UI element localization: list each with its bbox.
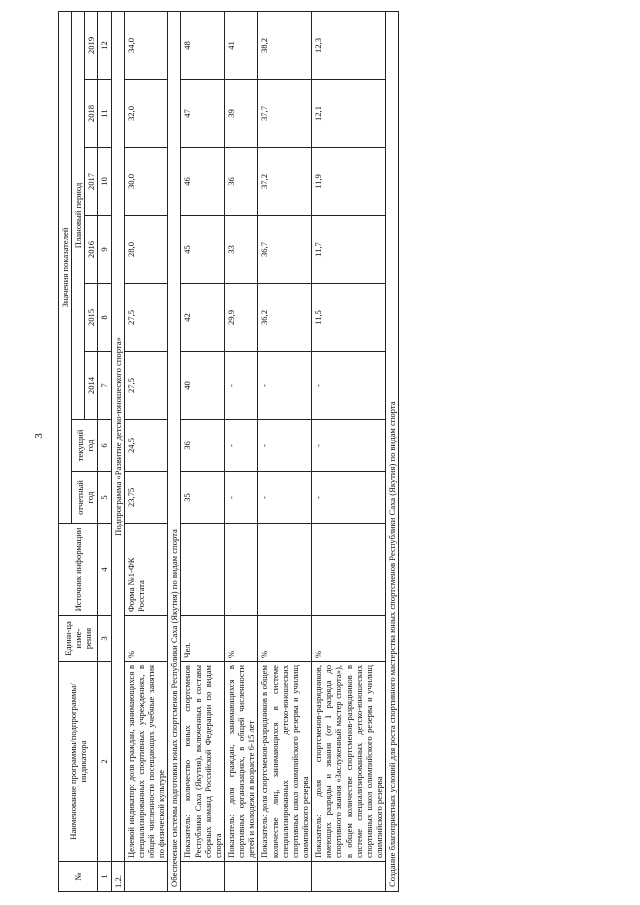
indicator-value: 39 xyxy=(224,80,257,148)
indicator-value: 35 xyxy=(181,472,225,524)
indicator-value: - xyxy=(312,472,386,524)
table-row xyxy=(258,11,312,891)
indicator-value: 38,2 xyxy=(258,11,312,79)
indicator-source xyxy=(312,524,386,616)
header-no: № xyxy=(59,862,98,892)
header-year: 2018 xyxy=(85,80,98,148)
indicator-value: 42 xyxy=(181,284,225,352)
indicator-source xyxy=(258,524,312,616)
indicator-name: Показатель: количество юных спортсменов Республики Саха (Якутия), включенных в составы сборных команд Российской Федерации по видам спорта xyxy=(181,662,225,862)
header-report-year: отчетный год xyxy=(72,472,98,524)
indicator-source: Форма №1-ФК Росстата xyxy=(124,524,168,616)
indicator-value: 29,9 xyxy=(224,284,257,352)
col-number: 1 xyxy=(98,862,111,892)
indicator-value: - xyxy=(258,352,312,420)
col-number: 10 xyxy=(98,148,111,216)
section-row xyxy=(386,11,399,891)
header-current-year: текущий год xyxy=(72,420,98,472)
indicator-value: 45 xyxy=(181,216,225,284)
header-source: Источник информации xyxy=(59,524,98,616)
indicator-value: - xyxy=(224,472,257,524)
col-number: 8 xyxy=(98,284,111,352)
indicator-value: 34,0 xyxy=(124,11,168,79)
section-title: Создание благоприятных условий для роста спортивного мастерства юных спортсменов Республики Саха (Якутия) по видам спорта xyxy=(386,11,399,891)
indicators-table xyxy=(58,11,399,892)
table-row xyxy=(224,11,257,891)
indicator-name: Показатель: доля спортсменов-разрядников в общем количестве лиц, занимающихся в системе специализированных детско-юношеских спортивных школ олимпийского резерва и училищ олимпийского резерва xyxy=(258,662,312,862)
indicator-value: 48 xyxy=(181,11,225,79)
indicator-value: 36,7 xyxy=(258,216,312,284)
table-row xyxy=(312,11,386,891)
subprogram-row xyxy=(111,11,124,891)
col-number: 2 xyxy=(98,662,111,862)
header-year: 2019 xyxy=(85,11,98,79)
indicator-value: 11,5 xyxy=(312,284,386,352)
indicator-source xyxy=(224,524,257,616)
indicator-value: - xyxy=(258,472,312,524)
header-values-group: Значения показателей xyxy=(59,11,72,523)
indicator-value: - xyxy=(258,420,312,472)
subprogram-title: Подпрограмма «Развитие детско-юношеского спорта» xyxy=(111,11,124,861)
indicator-value: - xyxy=(224,420,257,472)
indicator-source xyxy=(181,524,225,616)
page-number: 3 xyxy=(32,433,45,439)
header-year: 2016 xyxy=(85,216,98,284)
header-unit: Едини-ца изме-рения xyxy=(59,616,98,662)
indicator-value: 27,5 xyxy=(124,284,168,352)
col-number: 5 xyxy=(98,472,111,524)
indicator-value: 37,2 xyxy=(258,148,312,216)
indicator-value: 11,9 xyxy=(312,148,386,216)
indicator-unit: % xyxy=(224,616,257,662)
indicator-unit: % xyxy=(312,616,386,662)
col-number: 9 xyxy=(98,216,111,284)
indicator-value: 32,0 xyxy=(124,80,168,148)
indicator-value: 30,0 xyxy=(124,148,168,216)
indicator-unit: % xyxy=(258,616,312,662)
col-number: 4 xyxy=(98,524,111,616)
indicators-table-page xyxy=(58,12,568,892)
indicator-name: Показатель: доля спортсменов-разрядников, имеющих разряды и звания (от I разряда до спортивного звания «Заслуженный мастер спорта»), в общем количестве спортсменов-разрядников в системе специализированных детско-юношеских спортивных школ олимпийского резерва и училищ олимпийского резерва xyxy=(312,662,386,862)
indicator-value: 41 xyxy=(224,11,257,79)
indicator-value: 11,7 xyxy=(312,216,386,284)
col-number: 3 xyxy=(98,616,111,662)
indicator-value: 24,5 xyxy=(124,420,168,472)
indicator-value: 33 xyxy=(224,216,257,284)
indicator-value: 36,2 xyxy=(258,284,312,352)
indicator-unit: Чел. xyxy=(181,616,225,662)
header-plan-group: Плановый период xyxy=(72,11,85,419)
indicator-value: 36 xyxy=(224,148,257,216)
indicator-value: 40 xyxy=(181,352,225,420)
indicator-value: 46 xyxy=(181,148,225,216)
header-year: 2015 xyxy=(85,284,98,352)
row-number: 1.2. xyxy=(111,862,124,892)
indicator-value: - xyxy=(224,352,257,420)
indicator-name: Показатель: доля граждан, занимающихся в спортивных организациях, в общей численности детей и молодежи в возрасте 6-15 лет xyxy=(224,662,257,862)
header-year: 2014 xyxy=(85,352,98,420)
indicator-value: 12,1 xyxy=(312,80,386,148)
section-row xyxy=(168,11,181,891)
col-number: 6 xyxy=(98,420,111,472)
indicator-value: 37,7 xyxy=(258,80,312,148)
indicator-value: 12,3 xyxy=(312,11,386,79)
indicator-name: Целевой индикатор: доля граждан, занимающихся в специализированных спортивных учреждениях, в общей численности посещающих учебные занятия по физической культуре xyxy=(124,662,168,862)
indicator-value: 47 xyxy=(181,80,225,148)
indicator-unit: % xyxy=(124,616,168,662)
header-year: 2017 xyxy=(85,148,98,216)
section-title: Обеспечение системы подготовки юных спортсменов Республики Саха (Якутия) по видам спорта xyxy=(168,11,181,891)
col-number: 7 xyxy=(98,352,111,420)
indicator-value: 27,5 xyxy=(124,352,168,420)
indicator-value: - xyxy=(312,352,386,420)
indicator-value: 28,0 xyxy=(124,216,168,284)
header-name: Наименование программы/подпрограммы/индикатора xyxy=(59,662,98,862)
column-number-row xyxy=(98,11,111,891)
table-row xyxy=(181,11,225,891)
indicator-value: 36 xyxy=(181,420,225,472)
indicator-value: - xyxy=(312,420,386,472)
table-row xyxy=(124,11,168,891)
indicator-value: 23,75 xyxy=(124,472,168,524)
col-number: 12 xyxy=(98,11,111,79)
col-number: 11 xyxy=(98,80,111,148)
